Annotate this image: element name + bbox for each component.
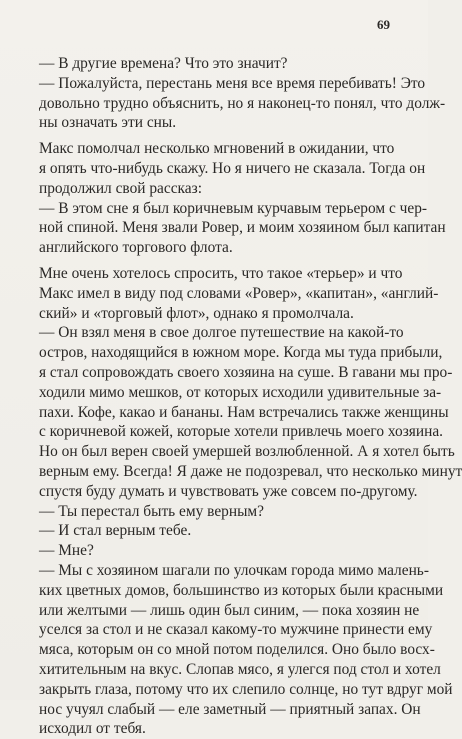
body-text <box>39 54 462 739</box>
text-line: Макс помолчал несколько мгновений в ожидании, что <box>39 140 395 158</box>
text-line: продолжил свой рассказ: <box>39 179 202 197</box>
text-line: хитительным на вкус. Слопав мясо, я улегся под стол и хотел <box>39 660 441 678</box>
text-line: — И стал верным тебе. <box>39 522 192 540</box>
text-line: ны означать эти сны. <box>39 114 177 132</box>
text-line: спустя буду думать и чувствовать уже совсем по-другому. <box>39 482 418 500</box>
text-line: ский» и «торговый флот», однако я промолчала. <box>39 304 354 322</box>
text-line: остров, находящийся в южном море. Когда мы туда прибыли, <box>39 344 443 362</box>
text-line: я опять что-нибудь скажу. Но я ничего не сказала. Тогда он <box>39 159 426 177</box>
text-line: я стал сопровождать своего хозяина на суше. В гавани мы про- <box>39 363 453 381</box>
text-line: закрыть глаза, потому что их слепило солнце, но тут вдруг мой <box>39 680 453 698</box>
text-line: — Мне? <box>39 542 94 560</box>
text-line: верным ему. Всегда! Я даже не подозревал, что несколько минут <box>39 462 462 480</box>
text-line: — Пожалуйста, перестань меня все время перебивать! Это <box>39 74 426 92</box>
text-line: с коричневой кожей, которые хотели привлечь моего хозяина. <box>39 423 444 441</box>
text-line: ной спиной. Меня звали Ровер, и моим хозяином был капитан <box>39 219 446 237</box>
text-line: довольно трудно объяснить, но я наконец-то понял, что долж- <box>39 94 446 112</box>
text-line: — Он взял меня в свое долгое путешествие на какой-то <box>39 324 404 342</box>
text-line: Мне очень хотелось спросить, что такое «терьер» и что <box>39 264 403 282</box>
text-line: или желтыми — лишь один был синим, — пока хозяин не <box>39 601 420 619</box>
text-line: Макс имел в виду под словами «Ровер», «капитан», «англий- <box>39 284 439 302</box>
text-line: — Мы с хозяином шагали по улочкам города мимо малень- <box>39 561 429 579</box>
text-line: — В другие времена? Что это значит? <box>39 55 288 72</box>
text-line: пахи. Кофе, какао и бананы. Нам встречались также женщины <box>39 403 449 421</box>
text-line: — В этом сне я был коричневым курчавым терьером с чер- <box>39 199 428 217</box>
text-line: — Ты перестал быть ему верным? <box>39 502 265 520</box>
text-line: уселся за стол и не сказал какому-то мужчине принести ему <box>39 621 433 639</box>
text-line: ходили мимо мешков, от которых исходили удивительные за- <box>39 383 442 401</box>
text-line: Но он был верен своей умершей возлюбленной. А я хотел быть <box>39 443 455 461</box>
page-number: 69 <box>377 17 390 32</box>
text-line: нос учуял слабый — еле заметный — приятный запах. Он <box>39 700 421 718</box>
text-line: исходил от тебя. <box>39 720 146 738</box>
text-line: мяса, которым он со мной потом поделился. Оно было восх- <box>39 641 435 659</box>
text-line: английского торгового флота. <box>39 239 233 257</box>
text-line: ких цветных домов, большинство из которых были красными <box>39 581 444 599</box>
